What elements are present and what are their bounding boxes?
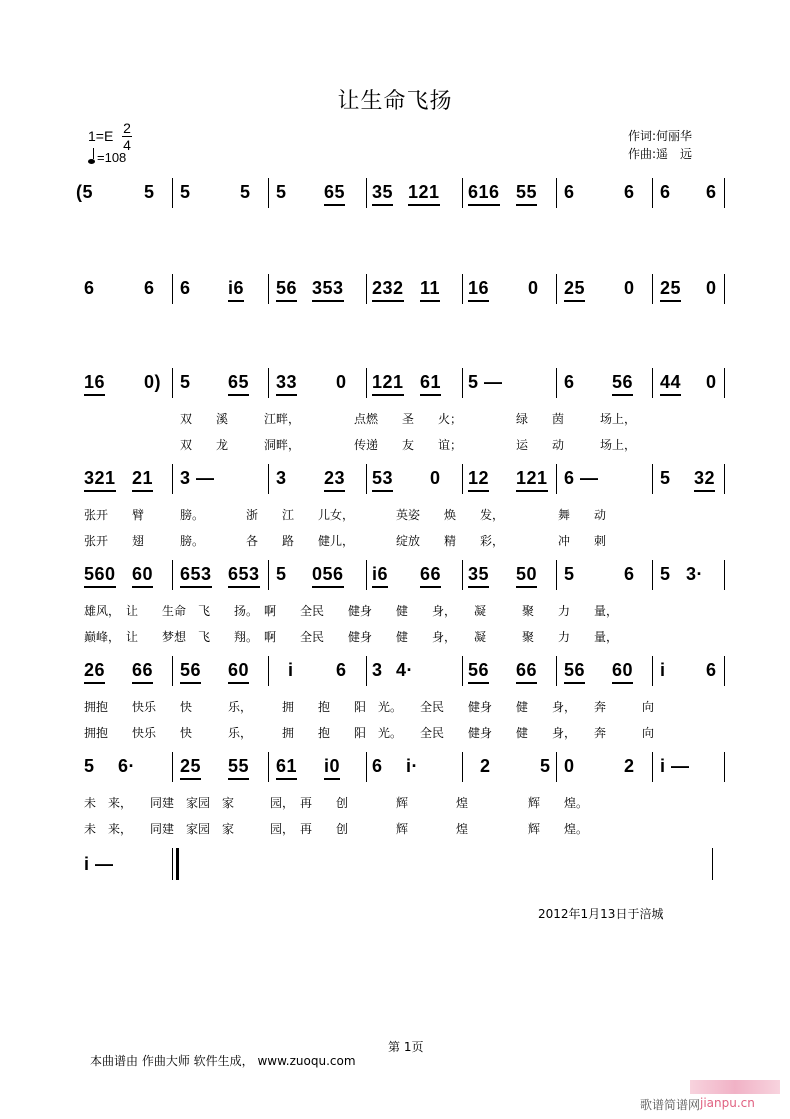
note: 4· xyxy=(396,660,414,680)
note: 2 xyxy=(624,756,635,776)
note: 6 xyxy=(660,182,671,202)
note: 321 xyxy=(84,468,116,492)
lyrics-verse-2: 未 来， 同建 家园 家 园， 再 创 辉 煌 辉 煌。 xyxy=(84,822,589,836)
note: 50 xyxy=(516,564,537,588)
footer-note: 本曲谱由 作曲大师 软件生成， www.zuoqu.com xyxy=(90,1054,356,1068)
note: 61 xyxy=(276,756,297,780)
lyrics-verse-2: 巅峰， 让 梦想 飞 翔。 啊 全民 健身 健 身， 凝 聚 力 量， xyxy=(84,630,619,644)
score-row-6 xyxy=(0,654,790,744)
note: 0) xyxy=(144,372,162,392)
note: 616 xyxy=(468,182,500,206)
note: i6 xyxy=(372,564,388,588)
note: 2 xyxy=(480,756,491,776)
note: 21 xyxy=(132,468,153,492)
note: 5 xyxy=(144,182,155,202)
lyrics-verse-2: 拥抱 快乐 快 乐， 拥 抱 阳 光。 全民 健身 健 身， 奔 向 xyxy=(84,726,655,740)
note: 35 xyxy=(372,182,393,206)
note: 121 xyxy=(372,372,404,396)
note: 3· xyxy=(686,564,704,584)
note: i6 xyxy=(228,278,244,302)
watermark-stamp xyxy=(690,1080,780,1094)
note: 11 xyxy=(420,278,440,302)
note: 44 xyxy=(660,372,681,396)
note: 66 xyxy=(132,660,153,684)
note: 56 xyxy=(612,372,633,396)
note: 25 xyxy=(660,278,681,302)
note: 61 xyxy=(420,372,441,396)
key-signature: 1=E xyxy=(88,128,114,144)
date-note: 2012年1月13日于涪城 xyxy=(538,907,664,921)
note: 6 xyxy=(180,278,191,298)
note: 5 xyxy=(660,564,671,584)
note: 0 xyxy=(564,756,575,776)
note: 6 xyxy=(624,564,635,584)
note: 560 xyxy=(84,564,116,588)
note: 60 xyxy=(132,564,153,588)
note: 6 xyxy=(564,182,575,202)
note: 56 xyxy=(180,660,201,684)
tempo-marking: =108 xyxy=(88,150,126,165)
note: 5 xyxy=(180,182,191,202)
note: 5 xyxy=(660,468,671,488)
note: 6 xyxy=(144,278,155,298)
note: 5 xyxy=(84,756,95,776)
note: 23 xyxy=(324,468,345,492)
page-title: 让生命飞扬 xyxy=(337,89,453,114)
note: 5 xyxy=(180,372,191,392)
note: 121 xyxy=(408,182,440,206)
composer-credit: 作曲:遥 远 xyxy=(628,147,693,161)
note: 12 xyxy=(468,468,489,492)
note: 16 xyxy=(84,372,105,396)
lyricist-credit: 作词:何丽华 xyxy=(628,129,693,143)
note: i xyxy=(288,660,294,680)
note: 6 xyxy=(564,372,575,392)
score-row-8 xyxy=(0,846,790,882)
note: (5 xyxy=(76,182,94,202)
note: 25 xyxy=(180,756,201,780)
note: 65 xyxy=(324,182,345,206)
note: 66 xyxy=(516,660,537,684)
score-row-5 xyxy=(0,558,790,648)
site-brand: 歌谱简谱网 xyxy=(640,1098,701,1112)
note: i· xyxy=(406,756,418,776)
note: 33 xyxy=(276,372,297,396)
note: 56 xyxy=(276,278,297,302)
note: 0 xyxy=(624,278,635,298)
note: 6 xyxy=(336,660,347,680)
score-row-3 xyxy=(0,366,790,456)
note: 3 xyxy=(276,468,287,488)
page-number: 第 1页 xyxy=(388,1040,424,1054)
note: 56 xyxy=(564,660,585,684)
note: 056 xyxy=(312,564,344,588)
note: 3 xyxy=(372,660,383,680)
note: 0 xyxy=(706,278,717,298)
note: 0 xyxy=(336,372,347,392)
note: 60 xyxy=(612,660,633,684)
note: 26 xyxy=(84,660,105,684)
note: 5 xyxy=(276,564,287,584)
note: 232 xyxy=(372,278,404,302)
note: 5 xyxy=(564,564,575,584)
note: 0 xyxy=(528,278,539,298)
note: 5 xyxy=(540,756,551,776)
lyrics-verse-1: 张开 臂 膀。 浙 江 儿女， 英姿 焕 发， 舞 动 xyxy=(84,508,607,522)
note: i0 xyxy=(324,756,340,780)
site-brand-url: jianpu.cn xyxy=(700,1096,755,1110)
note: 5 xyxy=(240,182,251,202)
note: 6 xyxy=(706,182,717,202)
note: 55 xyxy=(228,756,249,780)
note: i — xyxy=(660,756,690,776)
note: i xyxy=(660,660,666,680)
time-numerator: 2 xyxy=(123,120,131,136)
score-row-2 xyxy=(0,272,790,306)
note: 16 xyxy=(468,278,489,302)
note: 5 xyxy=(276,182,287,202)
note: 56 xyxy=(468,660,489,684)
note: 0 xyxy=(430,468,441,488)
lyrics-verse-1: 拥抱 快乐 快 乐， 拥 抱 阳 光。 全民 健身 健 身， 奔 向 xyxy=(84,700,655,714)
note: 25 xyxy=(564,278,585,302)
note: 35 xyxy=(468,564,489,588)
note: 6· xyxy=(118,756,136,776)
note: 66 xyxy=(420,564,441,588)
note: 6 — xyxy=(564,468,599,488)
note: 121 xyxy=(516,468,548,492)
note: 353 xyxy=(312,278,344,302)
score-row-7 xyxy=(0,750,790,840)
score-row-1 xyxy=(0,176,790,210)
note: 53 xyxy=(372,468,393,492)
lyrics-verse-2: 张开 翅 膀。 各 路 健儿， 绽放 精 彩， 冲 刺 xyxy=(84,534,607,548)
note: 65 xyxy=(228,372,249,396)
note: 6 xyxy=(706,660,717,680)
score-row-4 xyxy=(0,462,790,552)
lyrics-verse-1: 未 来， 同建 家园 家 园， 再 创 辉 煌 辉 煌。 xyxy=(84,796,589,810)
note: 55 xyxy=(516,182,537,206)
note: 60 xyxy=(228,660,249,684)
time-signature xyxy=(122,120,132,153)
note: 0 xyxy=(706,372,717,392)
note: 6 xyxy=(624,182,635,202)
note: 653 xyxy=(228,564,260,588)
note: 653 xyxy=(180,564,212,588)
note: 6 xyxy=(372,756,383,776)
lyrics-verse-2: 双 龙 洞畔， 传递 友 谊； 运 动 场上， xyxy=(180,438,637,452)
quarter-note-icon xyxy=(88,159,95,164)
lyrics-verse-1: 双 溪 江畔， 点燃 圣 火； 绿 茵 场上， xyxy=(180,412,637,426)
time-denominator: 4 xyxy=(123,137,131,153)
note: 5 — xyxy=(468,372,503,392)
note: 6 xyxy=(84,278,95,298)
note: 32 xyxy=(694,468,715,492)
note: i — xyxy=(84,854,114,874)
lyrics-verse-1: 雄风， 让 生命 飞 扬。 啊 全民 健身 健 身， 凝 聚 力 量， xyxy=(84,604,619,618)
note: 3 — xyxy=(180,468,215,488)
